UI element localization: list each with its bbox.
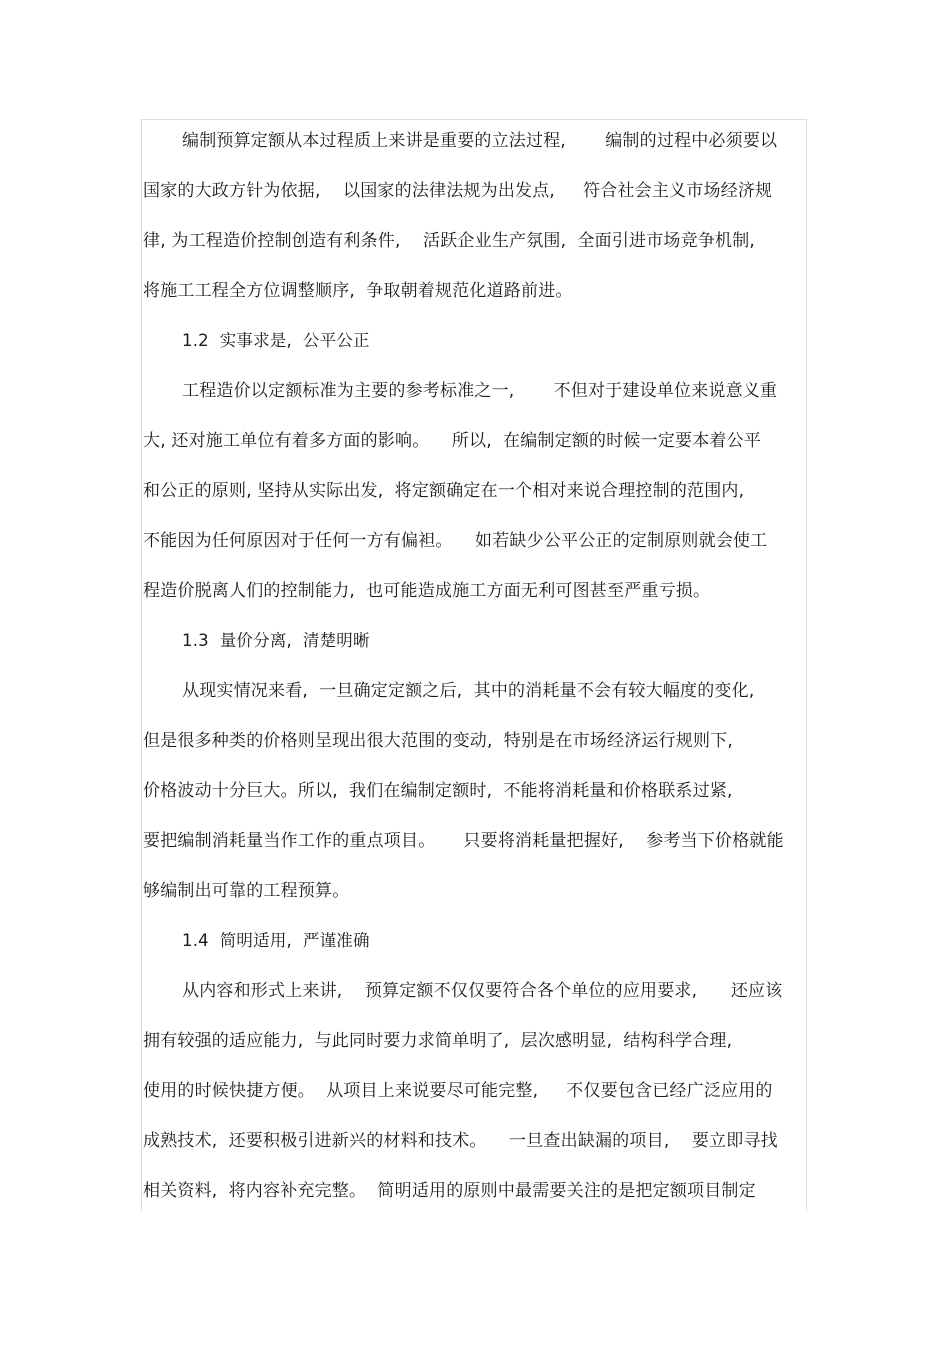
paragraph-line: 编制预算定额从本过程质上来讲是重要的立法过程, 编制的过程中必须要以: [182, 131, 778, 151]
section-heading: 1.2 实事求是, 公平公正: [182, 331, 370, 350]
paragraph-line: 成熟技术, 还要积极引进新兴的材料和技术。 一旦查出缺漏的项目, 要立即寻找: [143, 1131, 778, 1151]
paragraph-line: 国家的大政方针为依据, 以国家的法律法规为出发点, 符合社会主义市场经济规: [143, 181, 773, 201]
paragraph-line: 价格波动十分巨大。所以, 我们在编制定额时, 不能将消耗量和价格联系过紧,: [143, 781, 733, 801]
section-heading: 1.3 量价分离, 清楚明晰: [182, 631, 370, 650]
paragraph-line: 工程造价以定额标准为主要的参考标准之一, 不但对于建设单位来说意义重: [182, 381, 778, 401]
paragraph-line: 大, 还对施工单位有着多方面的影响。 所以, 在编制定额的时候一定要本着公平: [143, 431, 762, 451]
paragraph-line: 使用的时候快捷方便。 从项目上来说要尽可能完整, 不仅要包含已经广泛应用的: [143, 1081, 773, 1101]
paragraph-line: 从现实情况来看, 一旦确定定额之后, 其中的消耗量不会有较大幅度的变化,: [182, 681, 755, 701]
section-heading: 1.4 简明适用, 严谨准确: [182, 931, 370, 950]
paragraph-line: 但是很多种类的价格则呈现出很大范围的变动, 特别是在市场经济运行规则下,: [143, 731, 734, 751]
paragraph-line: 将施工工程全方位调整顺序, 争取朝着规范化道路前进。: [143, 281, 573, 301]
paragraph-line: 够编制出可靠的工程预算。: [143, 881, 350, 901]
paragraph-line: 从内容和形式上来讲, 预算定额不仅仅要符合各个单位的应用要求, 还应该: [182, 981, 783, 1001]
paragraph-line: 不能因为任何原因对于任何一方有偏袒。 如若缺少公平公正的定制原则就会使工: [143, 531, 768, 551]
paragraph-line: 和公正的原则, 坚持从实际出发, 将定额确定在一个相对来说合理控制的范围内,: [143, 481, 745, 501]
paragraph-line: 律, 为工程造价控制创造有利条件, 活跃企业生产氛围, 全面引进市场竞争机制,: [143, 231, 756, 251]
paragraph-line: 相关资料, 将内容补充完整。 简明适用的原则中最需要关注的是把定额项目制定: [143, 1181, 756, 1201]
paragraph-line: 程造价脱离人们的控制能力, 也可能造成施工方面无利可图甚至严重亏损。: [143, 581, 711, 601]
paragraph-line: 拥有较强的适应能力, 与此同时要力求简单明了, 层次感明显, 结构科学合理,: [143, 1031, 733, 1051]
paragraph-line: 要把编制消耗量当作工作的重点项目。 只要将消耗量把握好, 参考当下价格就能: [143, 831, 784, 851]
